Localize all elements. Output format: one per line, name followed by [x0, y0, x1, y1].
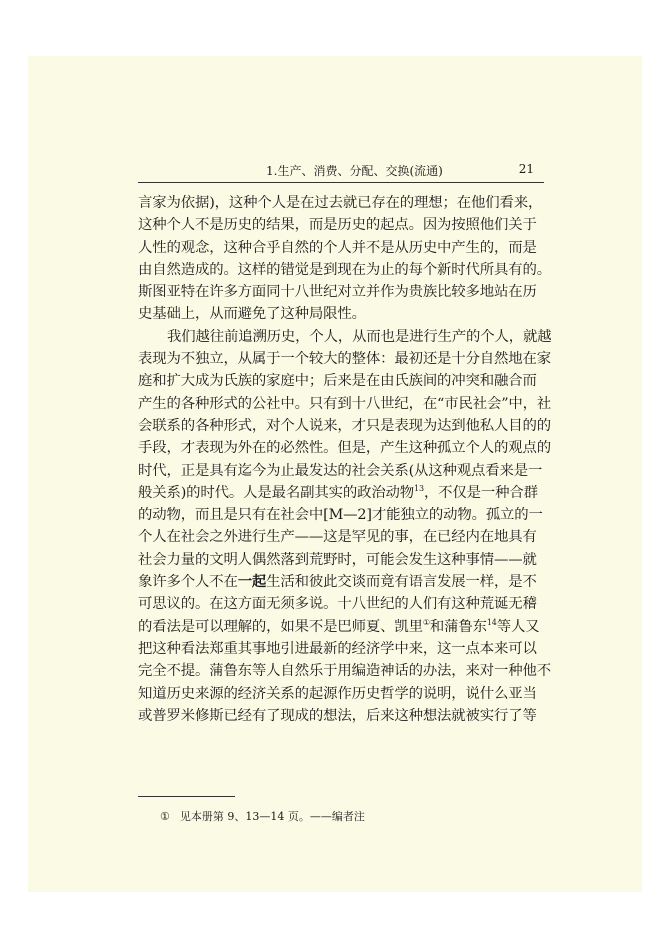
text-line-20: 的看法是可以理解的，如果不是巴师夏、凯里①和蒲鲁东$^{14}$等人又: [138, 617, 540, 635]
text-line-18: 象许多个人不在一起生活和彼此交谈而竟有语言发展一样，是不: [138, 573, 537, 591]
text-line-17: 社会力量的文明人偶然落到荒野时，可能会发生这种事情——就: [138, 551, 537, 568]
text-line-3: 人性的观念，这种合乎自然的个人并不是从历史中产生的，而是: [138, 239, 537, 256]
text-line-16: 个人在社会之外进行生产——这是罕见的事，在已经内在地具有: [138, 529, 537, 546]
footnote: [160, 808, 365, 824]
paragraph-start-line: 我们越往前追溯历史，个人，从而也是进行生产的个人，就越: [167, 328, 552, 345]
text-line-22: 完全不提。蒲鲁东等人自然乐于用编造神话的办法，来对一种他不: [138, 663, 551, 680]
footnote-marker: ①: [160, 810, 170, 823]
text-line-19: 可思议的。在这方面无须多说。十八世纪的人们有这种荒诞无稽: [138, 596, 537, 613]
text-line-11: 会联系的各种形式，对个人说来，才只是表现为达到他私人目的的: [138, 417, 551, 434]
page-number: 21: [518, 162, 534, 176]
text-line-14: 般关系)的时代。人是最名副其实的政治动物$^{13}$，不仅是一种合群: [138, 484, 538, 501]
text-line-10: 产生的各种形式的公社中。只有到十八世纪，在“市民社会”中，社: [138, 395, 552, 412]
text-line-8: 表现为不独立，从属于一个较大的整体：最初还是十分自然地在家: [138, 351, 551, 368]
text-line-2: 这种个人不是历史的结果，而是历史的起点。因为按照他们关于: [138, 217, 537, 234]
text-line-12: 手段，才表现为外在的必然性。但是，产生这种孤立个人的观点的: [138, 440, 551, 457]
text-line-5: 斯图亚特在许多方面同十八世纪对立并作为贵族比较多地站在历: [138, 284, 537, 301]
text-line-21: 把这种看法郑重其事地引进最新的经济学中来，这一点本来可以: [138, 640, 537, 657]
text-line-23: 知道历史来源的经济关系的起源作历史哲学的说明，说什么亚当: [138, 685, 537, 702]
note-reference-14: 14: [486, 617, 497, 627]
text-line-6: 史基础上，从而避免了这种局限性。: [138, 306, 366, 323]
running-header: [138, 160, 544, 183]
text-line-4: 由自然造成的。这样的错觉是到现在为止的每个新时代所具有的。: [138, 261, 551, 278]
text-line-9: 庭和扩大成为氏族的家庭中；后来是在由氏族间的冲突和融合而: [138, 373, 537, 390]
note-reference-13: 13: [414, 484, 424, 494]
footnote-reference[interactable]: ①: [422, 617, 430, 627]
footnote-divider: [138, 796, 235, 797]
body-text: [138, 192, 554, 727]
text-line-13: 时代，正是具有迄今为止最发达的社会关系(从这种观点看来是一: [138, 462, 543, 479]
running-title: 1.生产、消费、分配、交换(流通): [266, 164, 443, 178]
footnote-text: 见本册第 9、13—14 页。——编者注: [179, 810, 365, 823]
emphasized-text: 一起: [237, 573, 267, 591]
text-line-1: 言家为依据)，这种个人是在过去就已存在的理想；在他们看来，: [138, 195, 543, 211]
text-line-24: 或普罗米修斯已经有了现成的想法，后来这种想法就被实行了等: [138, 707, 537, 724]
text-line-15: 的动物，而且是只有在社会中[M—2]才能独立的动物。孤立的一: [138, 507, 543, 524]
